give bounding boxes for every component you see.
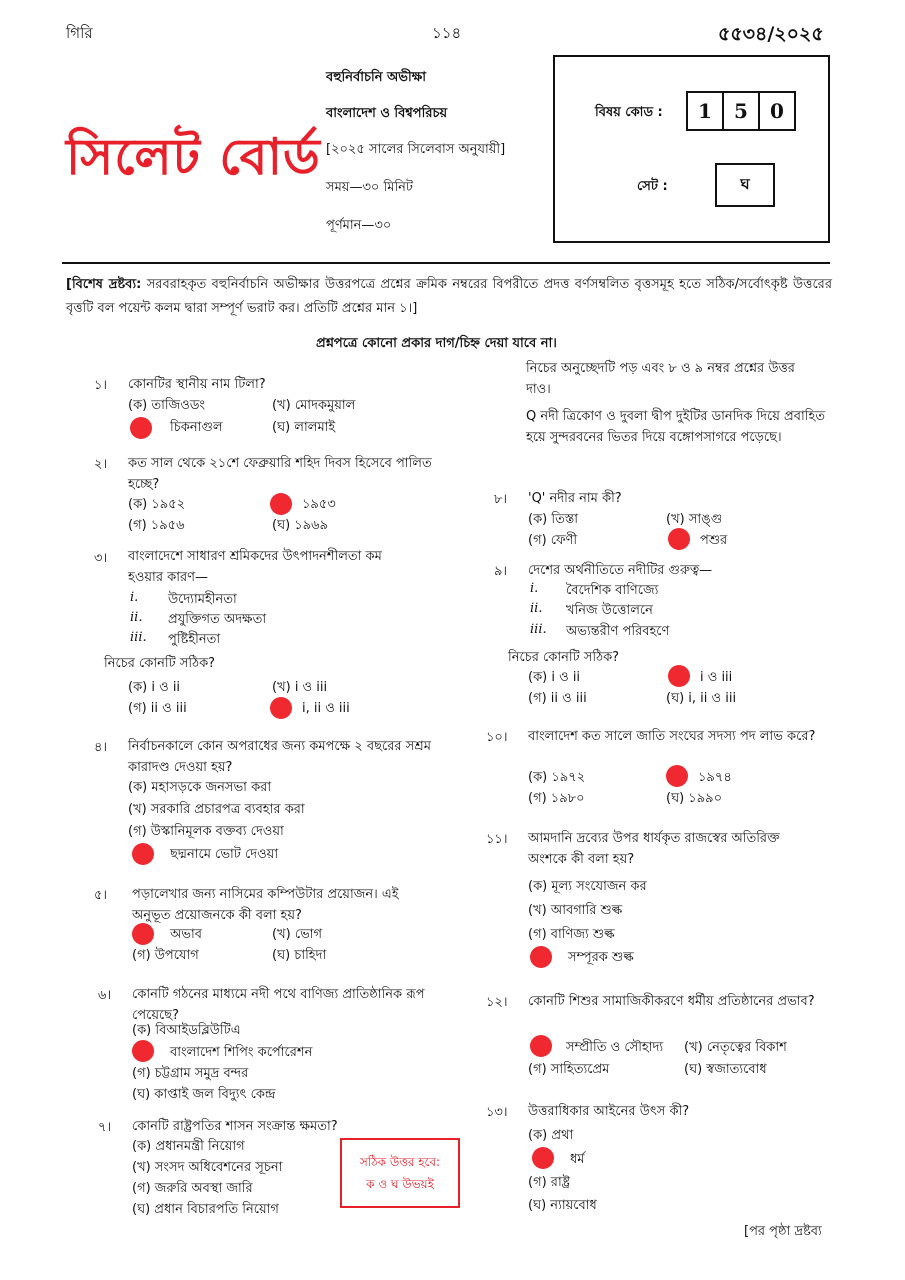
code-digit: 1 — [688, 93, 724, 129]
question-text: বাংলাদেশ কত সালে জাতি সংঘের সদস্য পদ লাভ করে? — [528, 729, 816, 744]
question-text: কোনটি রাষ্ট্রপতির শাসন সংক্রান্ত ক্ষমতা? — [132, 1119, 338, 1134]
set-value: ঘ — [715, 163, 775, 207]
statement: পুষ্টিহীনতা — [168, 632, 221, 647]
question-text: নির্বাচনকালে কোন অপরাধের জন্য কমপক্ষে ২ বছরের সশ্রম কারাদণ্ড দেওয়া হয়? — [128, 739, 431, 775]
time-limit: সময়—৩০ মিনিট — [326, 180, 414, 195]
roman-numeral: ii. — [530, 601, 543, 616]
statement: খনিজ উত্তোলনে — [566, 603, 653, 618]
instructions — [66, 273, 832, 321]
question-number: ১২। — [486, 995, 508, 1010]
question-text: কোনটির স্থানীয় নাম টিলা? — [128, 377, 266, 392]
answer-mark — [270, 493, 292, 515]
option: (খ) নেতৃত্বের বিকাশ — [684, 1040, 787, 1055]
option: (খ) i ও iii — [272, 680, 328, 695]
subject-code — [686, 91, 796, 131]
roman-numeral: ii. — [130, 610, 143, 625]
roman-numeral: iii. — [130, 630, 147, 645]
question-text: কোনটি গঠনের মাধ্যমে নদী পথে বাণিজ্য প্রাতিষ্ঠানিক রূপ পেয়েছে? — [132, 987, 425, 1023]
option: (খ) সাঙ্গু — [666, 512, 723, 527]
option: i, ii ও iii — [302, 701, 350, 716]
answer-mark — [132, 1040, 154, 1062]
option: (গ) ii ও iii — [128, 701, 187, 716]
statement: উদ্যোমহীনতা — [168, 592, 237, 607]
set-label: সেট : — [637, 179, 668, 194]
next-page-note: [পর পৃষ্ঠা দ্রষ্টব্য — [744, 1224, 822, 1239]
question-number: ৮। — [494, 492, 508, 507]
option: (গ) উস্কানিমূলক বক্তব্য দেওয়া — [128, 824, 284, 839]
question-text: বাংলাদেশে সাধারণ শ্রমিকদের উৎপাদনশীলতা কম হওয়ার কারণ— — [128, 549, 382, 585]
question-number: ৫। — [94, 888, 108, 903]
option: (ঘ) লালমাই — [272, 420, 336, 435]
option: ১৯৭৪ — [698, 770, 732, 785]
answer-mark — [530, 946, 552, 968]
option: (ক) i ও ii — [128, 680, 181, 695]
code-digit: 0 — [770, 99, 784, 123]
option: (ক) প্রধানমন্ত্রী নিয়োগ — [132, 1139, 245, 1154]
option: সম্প্রীতি ও সৌহাদ্য — [566, 1040, 664, 1055]
passage-intro: নিচের অনুচ্ছেদটি পড় এবং ৮ ও ৯ নম্বর প্রশ্নের উত্তর দাও। — [526, 361, 795, 397]
option: ১৯৫৩ — [302, 497, 336, 512]
option: (ঘ) ১৯৬৯ — [272, 518, 329, 533]
which-correct: নিচের কোনটি সঠিক? — [104, 656, 216, 671]
option: (গ) ii ও iii — [528, 691, 587, 706]
option: ধর্ম — [570, 1152, 585, 1167]
option: অভাব — [170, 927, 202, 942]
which-correct: নিচের কোনটি সঠিক? — [508, 650, 620, 665]
roman-numeral: i. — [130, 590, 139, 605]
option: (গ) সাহিত্যপ্রেম — [528, 1062, 610, 1077]
question-number: ৯। — [494, 564, 508, 579]
option: (গ) জরুরি অবস্থা জারি — [132, 1181, 253, 1196]
option: ছদ্মনামে ভোট দেওয়া — [170, 847, 279, 862]
subject-code-label: বিষয় কোড : — [595, 105, 663, 120]
serial-number: ৫৫৩৪/২০২৫ — [718, 23, 824, 45]
option: (খ) মোদকমুয়াল — [272, 398, 356, 413]
option: (ক) মহাসড়কে জনসভা করা — [128, 780, 272, 795]
stamp-line: ক ও ঘ উভয়ই — [366, 1177, 434, 1191]
question-text: আমদানি দ্রব্যের উপর ধার্যকৃত রাজস্বের অতিরিক্ত অংশকে কী বলা হয়? — [528, 831, 780, 867]
option: (গ) বাণিজ্য শুল্ক — [528, 927, 615, 942]
question-number: ১। — [94, 378, 108, 393]
answer-mark — [530, 1035, 552, 1057]
answer-mark — [132, 843, 154, 865]
question-text: কত সাল থেকে ২১শে ফেব্রুয়ারি শহিদ দিবস হিসেবে পালিত হচ্ছে? — [128, 456, 432, 492]
option: সম্পূরক শুল্ক — [568, 950, 634, 965]
option: (গ) চট্টগ্রাম সমুদ্র বন্দর — [132, 1066, 249, 1081]
statement: অভ্যন্তরীণ পরিবহণে — [566, 624, 670, 639]
passage-body: Q নদী ত্রিকোণ ও দুবলা দ্বীপ দুইটির ডানদিক দিয়ে প্রবাহিত হয়ে সুন্দরবনের ভিতর দিয়ে বঙ্গোপসাগরে পড়েছে। — [526, 409, 826, 445]
roman-numeral: i. — [530, 581, 539, 596]
stamp-line: সঠিক উত্তর হবে: — [359, 1155, 441, 1169]
question-number: ১৩। — [486, 1105, 508, 1120]
option: (গ) ১৯৫৬ — [128, 518, 185, 533]
statement: প্রযুক্তিগত অদক্ষতা — [168, 612, 267, 627]
question-number: ১০। — [486, 730, 508, 745]
question-text: কোনটি শিশুর সামাজিকীকরণে ধর্মীয় প্রতিষ্ঠানের প্রভাব? — [528, 994, 815, 1009]
option: (ক) বিআইডব্লিউটিএ — [132, 1023, 241, 1038]
option: (খ) আবগারি শুল্ক — [528, 903, 623, 918]
option: (ঘ) কাপ্তাই জল বিদ্যুৎ কেন্দ্র — [132, 1087, 276, 1102]
option: চিকনাগুল — [170, 420, 223, 435]
answer-mark — [532, 1147, 554, 1169]
instructions-title: [বিশেষ দ্রষ্টব্য: — [66, 277, 142, 292]
subject-name: বাংলাদেশ ও বিশ্বপরিচয় — [326, 106, 448, 121]
page-number: ১১৪ — [432, 24, 462, 42]
question-text: পড়ালেখার জন্য নাসিমের কম্পিউটার প্রয়োজন। এই অনুভূত প্রয়োজনকে কী বলা হয়? — [132, 887, 399, 923]
option: (খ) সরকারি প্রচারপত্র ব্যবহার করা — [128, 802, 305, 817]
option: (ঘ) ১৯৯০ — [666, 791, 723, 806]
question-text: উত্তরাধিকার আইনের উৎস কী? — [528, 1104, 690, 1119]
question-text: 'Q' নদীর নাম কী? — [528, 491, 622, 506]
page-tag: গিরি — [66, 24, 93, 42]
option: (ক) i ও ii — [528, 670, 581, 685]
question-text: দেশের অর্থনীতিতে নদীটির গুরুত্ব— — [528, 563, 713, 578]
answer-mark — [668, 665, 690, 687]
option: (ক) ১৯৫২ — [128, 497, 186, 512]
option: (ক) তাজিওডং — [128, 398, 205, 413]
divider — [62, 262, 830, 264]
answer-mark — [666, 765, 688, 787]
question-number: ৪। — [94, 740, 108, 755]
question-number: ১১। — [486, 832, 508, 847]
answer-mark — [132, 923, 154, 945]
question-number: ৩। — [94, 551, 108, 566]
option: পশুর — [700, 533, 728, 548]
board-title: সিলেট বোর্ড — [66, 127, 321, 186]
statement: বৈদেশিক বাণিজ্যে — [566, 583, 659, 598]
option: বাংলাদেশ শিপিং কর্পোরেশন — [170, 1045, 313, 1060]
roman-numeral: iii. — [530, 622, 547, 637]
option: (গ) রাষ্ট্র — [528, 1175, 571, 1190]
option: (ঘ) ন্যায়বোধ — [528, 1198, 597, 1213]
option: (ঘ) স্বজাত্যবোধ — [684, 1062, 767, 1077]
answer-mark — [668, 528, 690, 550]
full-marks: পূর্ণমান—৩০ — [326, 218, 392, 233]
option: (গ) ১৯৮০ — [528, 791, 585, 806]
option: (ক) প্রথা — [528, 1128, 574, 1143]
answer-mark — [270, 697, 292, 719]
question-number: ২। — [94, 457, 108, 472]
syllabus-note: [২০২৫ সালের সিলেবাস অনুযায়ী] — [326, 142, 506, 157]
option: (গ) ফেণী — [528, 533, 578, 548]
question-number: ৬। — [98, 988, 112, 1003]
code-box — [553, 55, 830, 243]
exam-type: বহুনির্বাচনি অভীক্ষা — [326, 70, 427, 85]
option: (ক) মূল্য সংযোজন কর — [528, 879, 647, 894]
warning: প্রশ্নপত্রে কোনো প্রকার দাগ/চিহ্ন দেয়া যাবে না। — [316, 336, 557, 351]
option: (গ) উপযোগ — [132, 948, 199, 963]
option: (ঘ) প্রধান বিচারপতি নিয়োগ — [132, 1202, 279, 1217]
option: (ঘ) i, ii ও iii — [666, 691, 737, 706]
correction-stamp — [340, 1138, 460, 1208]
option: (ক) তিস্তা — [528, 512, 578, 527]
option: (ক) ১৯৭২ — [528, 770, 586, 785]
answer-mark — [130, 417, 152, 439]
question-number: ৭। — [98, 1120, 112, 1135]
option: (খ) সংসদ অধিবেশনের সূচনা — [132, 1160, 283, 1175]
code-digit: 5 — [724, 93, 760, 129]
option: (ঘ) চাহিদা — [272, 948, 327, 963]
option: (খ) ভোগ — [272, 927, 323, 942]
instructions-text: সরবরাহকৃত বহুনির্বাচনি অভীক্ষার উত্তরপত্রে প্রশ্নের ক্রমিক নম্বরের বিপরীতে প্রদত্ত বর্ণসম্বলিত বৃত্তসমূহ হতে সঠিক/সর্বোৎকৃষ্ট উত্তরের বৃত্তটি বল পয়েন্ট কলম দ্বারা সম্পূর্ণ ভরাট কর। প্রতিটি প্রশ্নের মান ১।] — [66, 277, 832, 316]
option: i ও iii — [700, 670, 733, 685]
